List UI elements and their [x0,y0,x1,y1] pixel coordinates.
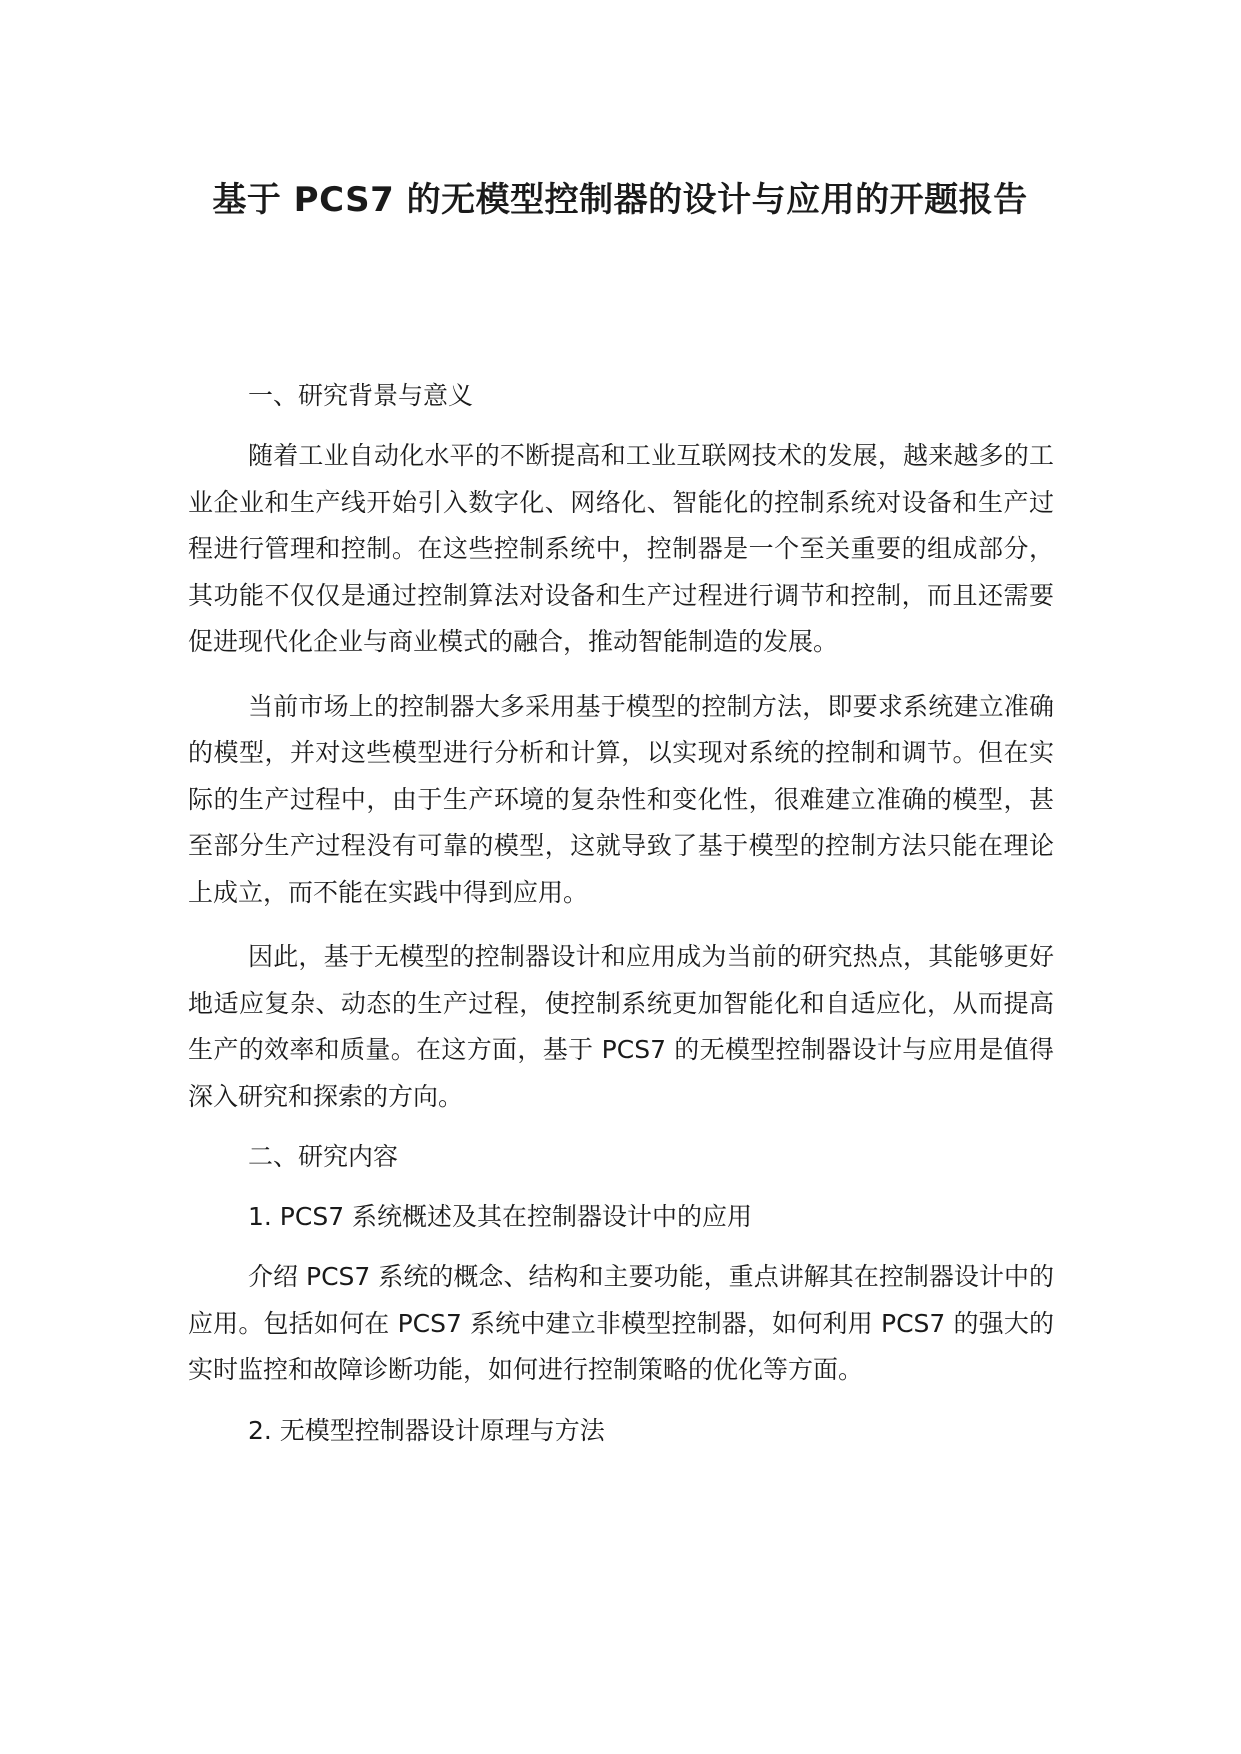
paragraph-background-2: 当前市场上的控制器大多采用基于模型的控制方法，即要求系统建立准确的模型，并对这些模型进行分析和计算，以实现对系统的控制和调节。但在实际的生产过程中，由于生产环境的复杂性和变化性，很难建立准确的模型，甚至部分生产过程没有可靠的模型，这就导致了基于模型的控制方法只能在理论上成立，而不能在实践中得到应用。 [188,691,1054,907]
paragraph-background-1: 随着工业自动化水平的不断提高和工业互联网技术的发展，越来越多的工业企业和生产线开始引入数字化、网络化、智能化的控制系统对设备和生产过程进行管理和控制。在这些控制系统中，控制器是一个至关重要的组成部分，其功能不仅仅是通过控制算法对设备和生产过程进行调节和控制，而且还需要促进现代化企业与商业模式的融合，推动智能制造的发展。 [188,441,1054,656]
document-body [188,373,1054,1454]
paragraph-background-3: 因此，基于无模型的控制器设计和应用成为当前的研究热点，其能够更好地适应复杂、动态的生产过程，使控制系统更加智能化和自适应化，从而提高生产的效率和质量。在这方面，基于 PCS7 的无模型控制器设计与应用是值得深入研究和探索的方向。 [188,942,1054,1111]
section-heading-research-content: 二、研究内容 [248,1142,399,1171]
document-title: 基于 PCS7 的无模型控制器的设计与应用的开题报告 [212,180,1028,220]
item-heading-model-free-design: 2. 无模型控制器设计原理与方法 [248,1415,605,1445]
paragraph-pcs7-overview: 介绍 PCS7 系统的概念、结构和主要功能，重点讲解其在控制器设计中的应用。包括如何在 PCS7 系统中建立非模型控制器，如何利用 PCS7 的强大的实时监控和故障诊断功能，如何进行控制策略的优化等方面。 [188,1262,1054,1384]
item-heading-pcs7-overview: 1. PCS7 系统概述及其在控制器设计中的应用 [248,1202,753,1231]
section-heading-background: 一、研究背景与意义 [248,381,474,410]
